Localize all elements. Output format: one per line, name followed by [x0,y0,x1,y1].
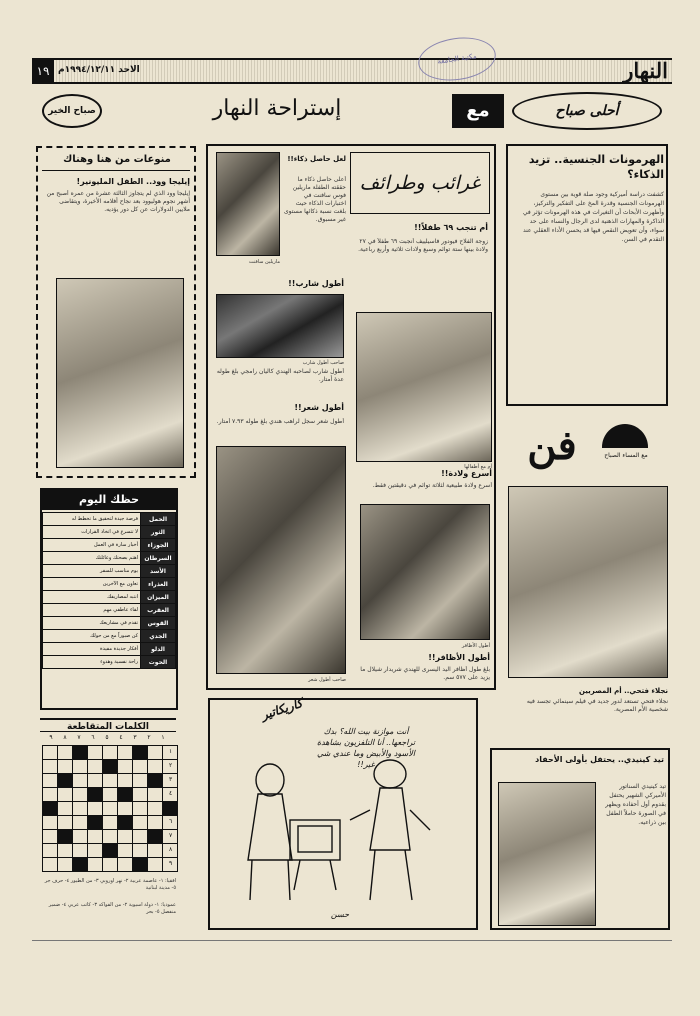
crossword-cell[interactable] [103,746,118,760]
horoscope-text: لقاء عاطفي مهم [43,604,141,617]
art-logo: فن [527,422,577,469]
crossword-row-number: ٧ [169,832,173,839]
crossword-cell[interactable] [148,844,163,858]
crossword-cell[interactable] [118,802,133,816]
crossword-cell[interactable] [118,830,133,844]
crossword-row-number: ٩ [169,860,173,867]
kennedy-box [490,748,670,930]
horoscope-sign: الأسد [141,565,176,578]
crossword-row-numbers [169,745,177,871]
oddity-body-moustache: أطول شارب لصاحبه الهندي كاليان رامجي بلغ طوله عدة أمتار. [216,368,344,383]
crossword-cell[interactable] [118,788,133,802]
crossword-cell[interactable] [43,802,58,816]
horoscope-text: أفكار جديدة مفيدة [43,643,141,656]
horoscope-text: أخبار سارة في العمل [43,539,141,552]
moustache-photo [216,294,344,358]
horoscope-sign: العذراء [141,578,176,591]
crossword-cell[interactable] [88,746,103,760]
crossword-cell[interactable] [58,774,73,788]
nails-caption: أطول الأظافر [461,643,490,649]
crossword-cell[interactable] [88,802,103,816]
najla-fathi-photo [508,486,668,678]
crossword-cell[interactable] [73,788,88,802]
crossword-cell[interactable] [58,858,73,872]
oddity-title-iq: لعل حاصل ذكاء!! [287,155,346,163]
crossword-row-number: ٢ [169,762,173,769]
long-hair-caption: صاحب أطول شعر [308,677,346,683]
cartoon-signature: حسن [330,910,350,919]
variety-subtitle: إيليجا وود.. الطفل المليونير! [76,177,190,186]
issue-date: الاحد ١٩٩٤/١٢/١١م [58,65,140,75]
crossword-cell[interactable] [88,830,103,844]
masthead [32,58,672,84]
oddity-title-nails: أطول الأظافر!! [428,653,490,662]
kennedy-title: تيد كينيدي.. يحتفل بأولى الأحفاد [535,755,664,764]
crossword-col-number: ٩ [49,734,53,741]
crossword-cell[interactable] [58,760,73,774]
crossword-cell[interactable] [133,844,148,858]
morning-badge-right: أحلى صباح [512,92,662,130]
cartoon-drawing [220,750,470,920]
horoscope-text: راحة نفسية وهدوء [43,656,141,669]
crossword-col-number: ٣ [133,734,137,741]
crossword-cell[interactable] [88,760,103,774]
crossword-cell[interactable] [133,746,148,760]
page-number: ١٩ [32,60,54,82]
crossword-cell[interactable] [73,830,88,844]
horoscope-table [42,512,176,669]
crossword-cell[interactable] [88,788,103,802]
crossword-cell[interactable] [58,830,73,844]
horoscope-title: حظك اليوم [42,490,176,510]
crossword-col-number: ٥ [105,734,109,741]
cartoon-box [208,695,478,930]
variety-title: منوعات من هنا وهناك [63,154,171,165]
crossword-cell[interactable] [148,858,163,872]
horoscope-row [43,604,176,617]
hormones-box [506,144,668,406]
horoscope-row [43,617,176,630]
crossword-cell[interactable] [148,788,163,802]
crossword-col-numbers [42,734,170,744]
horoscope-text: فرصة جيدة لتحقيق ما تخطط له [43,513,141,526]
horoscope-sign: الجوزاء [141,539,176,552]
crossword-cell[interactable] [73,844,88,858]
oddity-body-hair: أطول شعر سجل لراهب هندي بلغ طوله ٧.٩٣ أمتار. [216,418,344,425]
sun-icon [602,424,648,448]
crossword-cell[interactable] [133,830,148,844]
crossword-cell[interactable] [103,830,118,844]
savant-photo [216,152,280,256]
crossword-cell[interactable] [58,844,73,858]
nails-photo [360,504,490,640]
crossword-cell[interactable] [133,816,148,830]
section-title: إستراحة النهار [212,96,342,121]
crossword-cell[interactable] [88,774,103,788]
oddity-title-moustache: أطول شارب!! [288,279,344,288]
horoscope-row [43,656,176,669]
crossword-col-number: ٧ [77,734,81,741]
kennedy-photo [498,782,596,926]
crossword-cell[interactable] [58,746,73,760]
crossword-cell[interactable] [88,858,103,872]
crossword-box [40,718,178,928]
horoscope-row [43,578,176,591]
crossword-clues-horizontal: أفقياً: ١- عاصمة عربية ٢- نهر أوروبي ٣- من الطيور ٤- حرف جر ٥- مدينة لبنانية [44,878,176,891]
crossword-cell[interactable] [118,746,133,760]
variety-box [36,146,196,478]
crossword-row-number: ٨ [169,846,173,853]
horoscope-box [40,488,178,710]
crossword-cell[interactable] [148,816,163,830]
horoscope-sign: الحوت [141,656,176,669]
crossword-cell[interactable] [118,760,133,774]
crossword-cell[interactable] [73,816,88,830]
oddity-body-iq: أعلى حاصل ذكاء ما حققته الطفلة ماريلين فوس سافنت في اختبارات الذكاء حيث بلغت نسبة ذكائها مستوى غير مسبوق. [284,176,346,223]
art-caption-title: نجلاء فتحي.. أم المصريين [578,687,668,695]
crossword-cell[interactable] [133,858,148,872]
crossword-cell[interactable] [103,760,118,774]
crossword-cell[interactable] [58,788,73,802]
mother-photo [356,312,492,462]
crossword-cell[interactable] [133,788,148,802]
crossword-row-number: ١ [169,748,173,755]
crossword-clues-vertical: عمودياً: ١- دولة آسيوية ٢- من الفواكه ٣- كاتب عربي ٤- ضمير منفصل ٥- بحر [48,902,176,915]
crossword-title: الكلمات المتقاطعة [40,718,176,732]
crossword-row-number: ٦ [169,818,173,825]
cartoon-title: كاريكاتير [259,695,305,723]
crossword-cell[interactable] [103,774,118,788]
crossword-row-number: ٥ [169,804,173,811]
crossword-cell[interactable] [118,858,133,872]
horoscope-sign: السرطان [141,552,176,565]
horoscope-sign: الدلو [141,643,176,656]
crossword-cell[interactable] [73,760,88,774]
horoscope-text: يوم مناسب للسفر [43,565,141,578]
crossword-cell[interactable] [103,844,118,858]
crossword-cell[interactable] [43,746,58,760]
crossword-cell[interactable] [103,816,118,830]
crossword-cell[interactable] [88,816,103,830]
crossword-cell[interactable] [133,774,148,788]
crossword-cell[interactable] [118,844,133,858]
crossword-col-number: ١ [161,734,165,741]
newspaper-name: النهار [623,58,668,83]
crossword-row-number: ٣ [169,776,173,783]
crossword-cell[interactable] [118,816,133,830]
horoscope-row [43,643,176,656]
oddity-title-mother: أم تنجب ٦٩ طفلاً!! [414,223,488,232]
long-hair-photo [216,446,346,674]
crossword-col-number: ٦ [91,734,95,741]
horoscope-row [43,526,176,539]
crossword-cell[interactable] [133,802,148,816]
crossword-cell[interactable] [73,746,88,760]
crossword-cell[interactable] [133,760,148,774]
horoscope-text: تقدم في مشاريعك [43,617,141,630]
horoscope-text: لا تتسرع في اتخاذ القرارات [43,526,141,539]
crossword-cell[interactable] [43,830,58,844]
crossword-cell[interactable] [43,788,58,802]
crossword-cell[interactable] [88,844,103,858]
crossword-cell[interactable] [58,816,73,830]
crossword-grid [42,745,178,872]
crossword-cell[interactable] [118,774,133,788]
crossword-cell[interactable] [103,802,118,816]
crossword-cell[interactable] [148,774,163,788]
section-header [32,88,672,136]
oddity-body-mother: زوجة الفلاح فيودور فاسيلييف أنجبت ٦٩ طفلاً في ٢٧ ولادة بينها ستة توائم وسبع ولادات ثلاثية وأربع رباعية. [358,238,488,253]
crossword-row-number: ٤ [169,790,173,797]
horoscope-text: كن صبوراً مع من حولك [43,630,141,643]
elijah-wood-photo [56,278,184,468]
art-sponsor: مع المساء الصباح [604,452,648,459]
horoscope-sign: الجدي [141,630,176,643]
crossword-cell[interactable] [73,858,88,872]
crossword-cell[interactable] [73,802,88,816]
horoscope-text: اهتم بصحتك وعائلتك [43,552,141,565]
cartoon-speech: أنت موازنة بيت الله؟ بدك تراجعها.. أنا التلفزيون بشاهدة الأسود والأبيض وما عندي شي غير!! [316,727,416,769]
moustache-caption: صاحب أطول شارب [302,360,344,366]
hormones-title: الهرمونات الجنسية.. تزيد الذكاء؟ [528,153,664,181]
crossword-cell[interactable] [103,858,118,872]
oddity-body-nails: بلغ طول أظافر اليد اليسرى للهندي شريدار شيلال ما يزيد على ٥٧٧ سم. [360,666,490,681]
horoscope-sign: الميزان [141,591,176,604]
horoscope-text: تعاون مع الآخرين [43,578,141,591]
crossword-col-number: ٨ [63,734,67,741]
horoscope-sign: الثور [141,526,176,539]
oddity-body-birth: أسرع ولادة طبيعية لثلاثة توائم في دقيقتين فقط. [372,482,492,489]
horoscope-row [43,630,176,643]
hormones-body: كشفت دراسة أميركية وجود صلة قوية بين مستوى الهرمونات الجنسية وقدرة المخ على التفكير والتركيز، وأظهرت الأبحاث أن التغيرات في هذه الهرمونات تؤثر في الذاكرة والمهارات الذهنية لدى الرجال والنساء على حد سواء، وأن تعويض النقص فيها قد يحسن الأداء العقلي عند التقدم في السن. [522,191,664,243]
mother-caption: أم مع أطفالها [464,464,492,470]
horoscope-row [43,539,176,552]
horoscope-row [43,513,176,526]
morning-badge-left: صباح الخير [42,94,102,128]
kennedy-body: تيد كينيدي السناتور الأميركي الشهير يحتفل بقدوم أول أحفاده ويظهر في الصورة حاملاً الطفل بين ذراعيه. [605,783,666,826]
crossword-cell[interactable] [43,760,58,774]
art-section [506,416,672,740]
crossword-col-number: ٤ [119,734,123,741]
oddities-title: غرائب وطرائف [350,152,490,214]
oddity-title-birth: أسرع ولادة!! [441,469,492,478]
horoscope-row [43,552,176,565]
oddity-title-hair: أطول شعر!! [294,403,344,412]
with-badge: مع [452,94,504,128]
library-stamp: مكتبة الجامعة [415,33,498,85]
crossword-cell[interactable] [43,844,58,858]
crossword-cell[interactable] [148,746,163,760]
crossword-cell[interactable] [148,760,163,774]
crossword-col-number: ٢ [147,734,151,741]
art-caption-body: نجلاء فتحي تستعد لدور جديد في فيلم سينمائي تجسد فيه شخصية الأم المصرية. [526,698,668,713]
horoscope-row [43,591,176,604]
crossword-cell[interactable] [43,774,58,788]
horoscope-sign: العقرب [141,604,176,617]
crossword-cell[interactable] [148,830,163,844]
horoscope-sign: الحمل [141,513,176,526]
crossword-cell[interactable] [58,802,73,816]
savant-caption: ماريلين سافنت [248,259,280,265]
horoscope-sign: القوس [141,617,176,630]
crossword-cell[interactable] [103,788,118,802]
horoscope-text: انتبه لمصاريفك [43,591,141,604]
oddities-box [206,144,496,690]
crossword-cell[interactable] [148,802,163,816]
horoscope-row [43,565,176,578]
crossword-cell[interactable] [43,816,58,830]
crossword-cell[interactable] [43,858,58,872]
crossword-cell[interactable] [73,774,88,788]
variety-body: إيليجا وود الذي لم يتجاوز الثالثة عشرة من عمره أصبح من أشهر نجوم هوليوود بعد نجاح أفلامه الأخيرة، ويتقاضى ملايين الدولارات عن كل دور يؤديه. [46,190,190,213]
